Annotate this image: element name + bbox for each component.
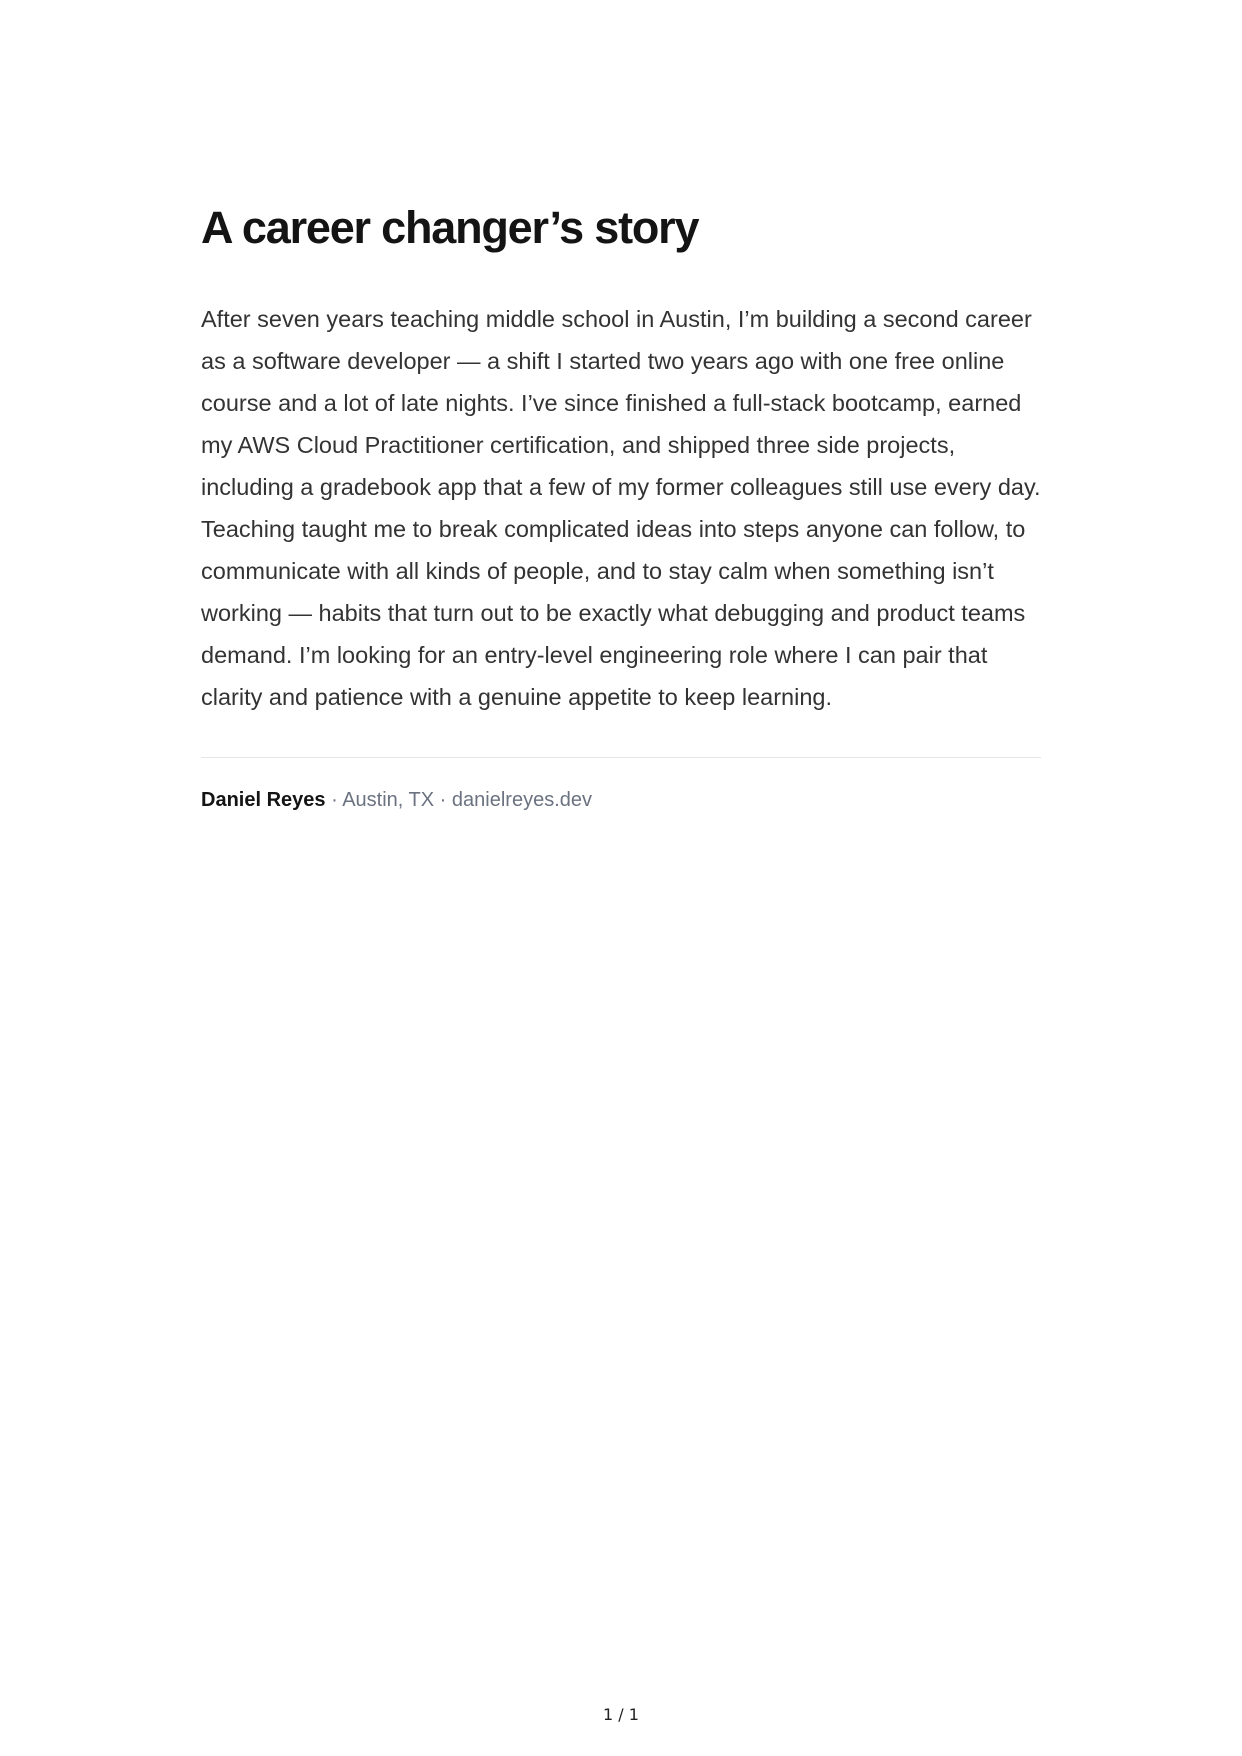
separator-dot: · bbox=[439, 789, 447, 811]
author-website: danielreyes.dev bbox=[451, 789, 592, 811]
page-title: A career changer’s story bbox=[201, 202, 699, 253]
author-byline bbox=[201, 787, 1041, 813]
page-number: 1 / 1 bbox=[603, 1705, 639, 1724]
article bbox=[201, 196, 1041, 813]
author-name: Daniel Reyes bbox=[201, 789, 326, 811]
separator-dot: · bbox=[331, 789, 338, 811]
author-location: Austin, TX bbox=[342, 789, 435, 811]
divider bbox=[201, 757, 1041, 758]
article-body: After seven years teaching middle school in Austin, I’m building a second career as a software developer — a shift I started two years ago with one free online course and a lot of late nights. I’ve since finished a full-stack bootcamp, earned my AWS Cloud Practitioner certification, and shipped three side projects, including a gradebook app that a few of my former colleagues still use every day. Teaching taught me to break complicated ideas into steps anyone can follow, to communicate with all kinds of people, and to stay calm when something isn’t working — habits that turn out to be exactly what debugging and product teams demand. I’m looking for an entry-level engineering role where I can pair that clarity and patience with a genuine appetite to keep learning. bbox=[201, 306, 1041, 710]
